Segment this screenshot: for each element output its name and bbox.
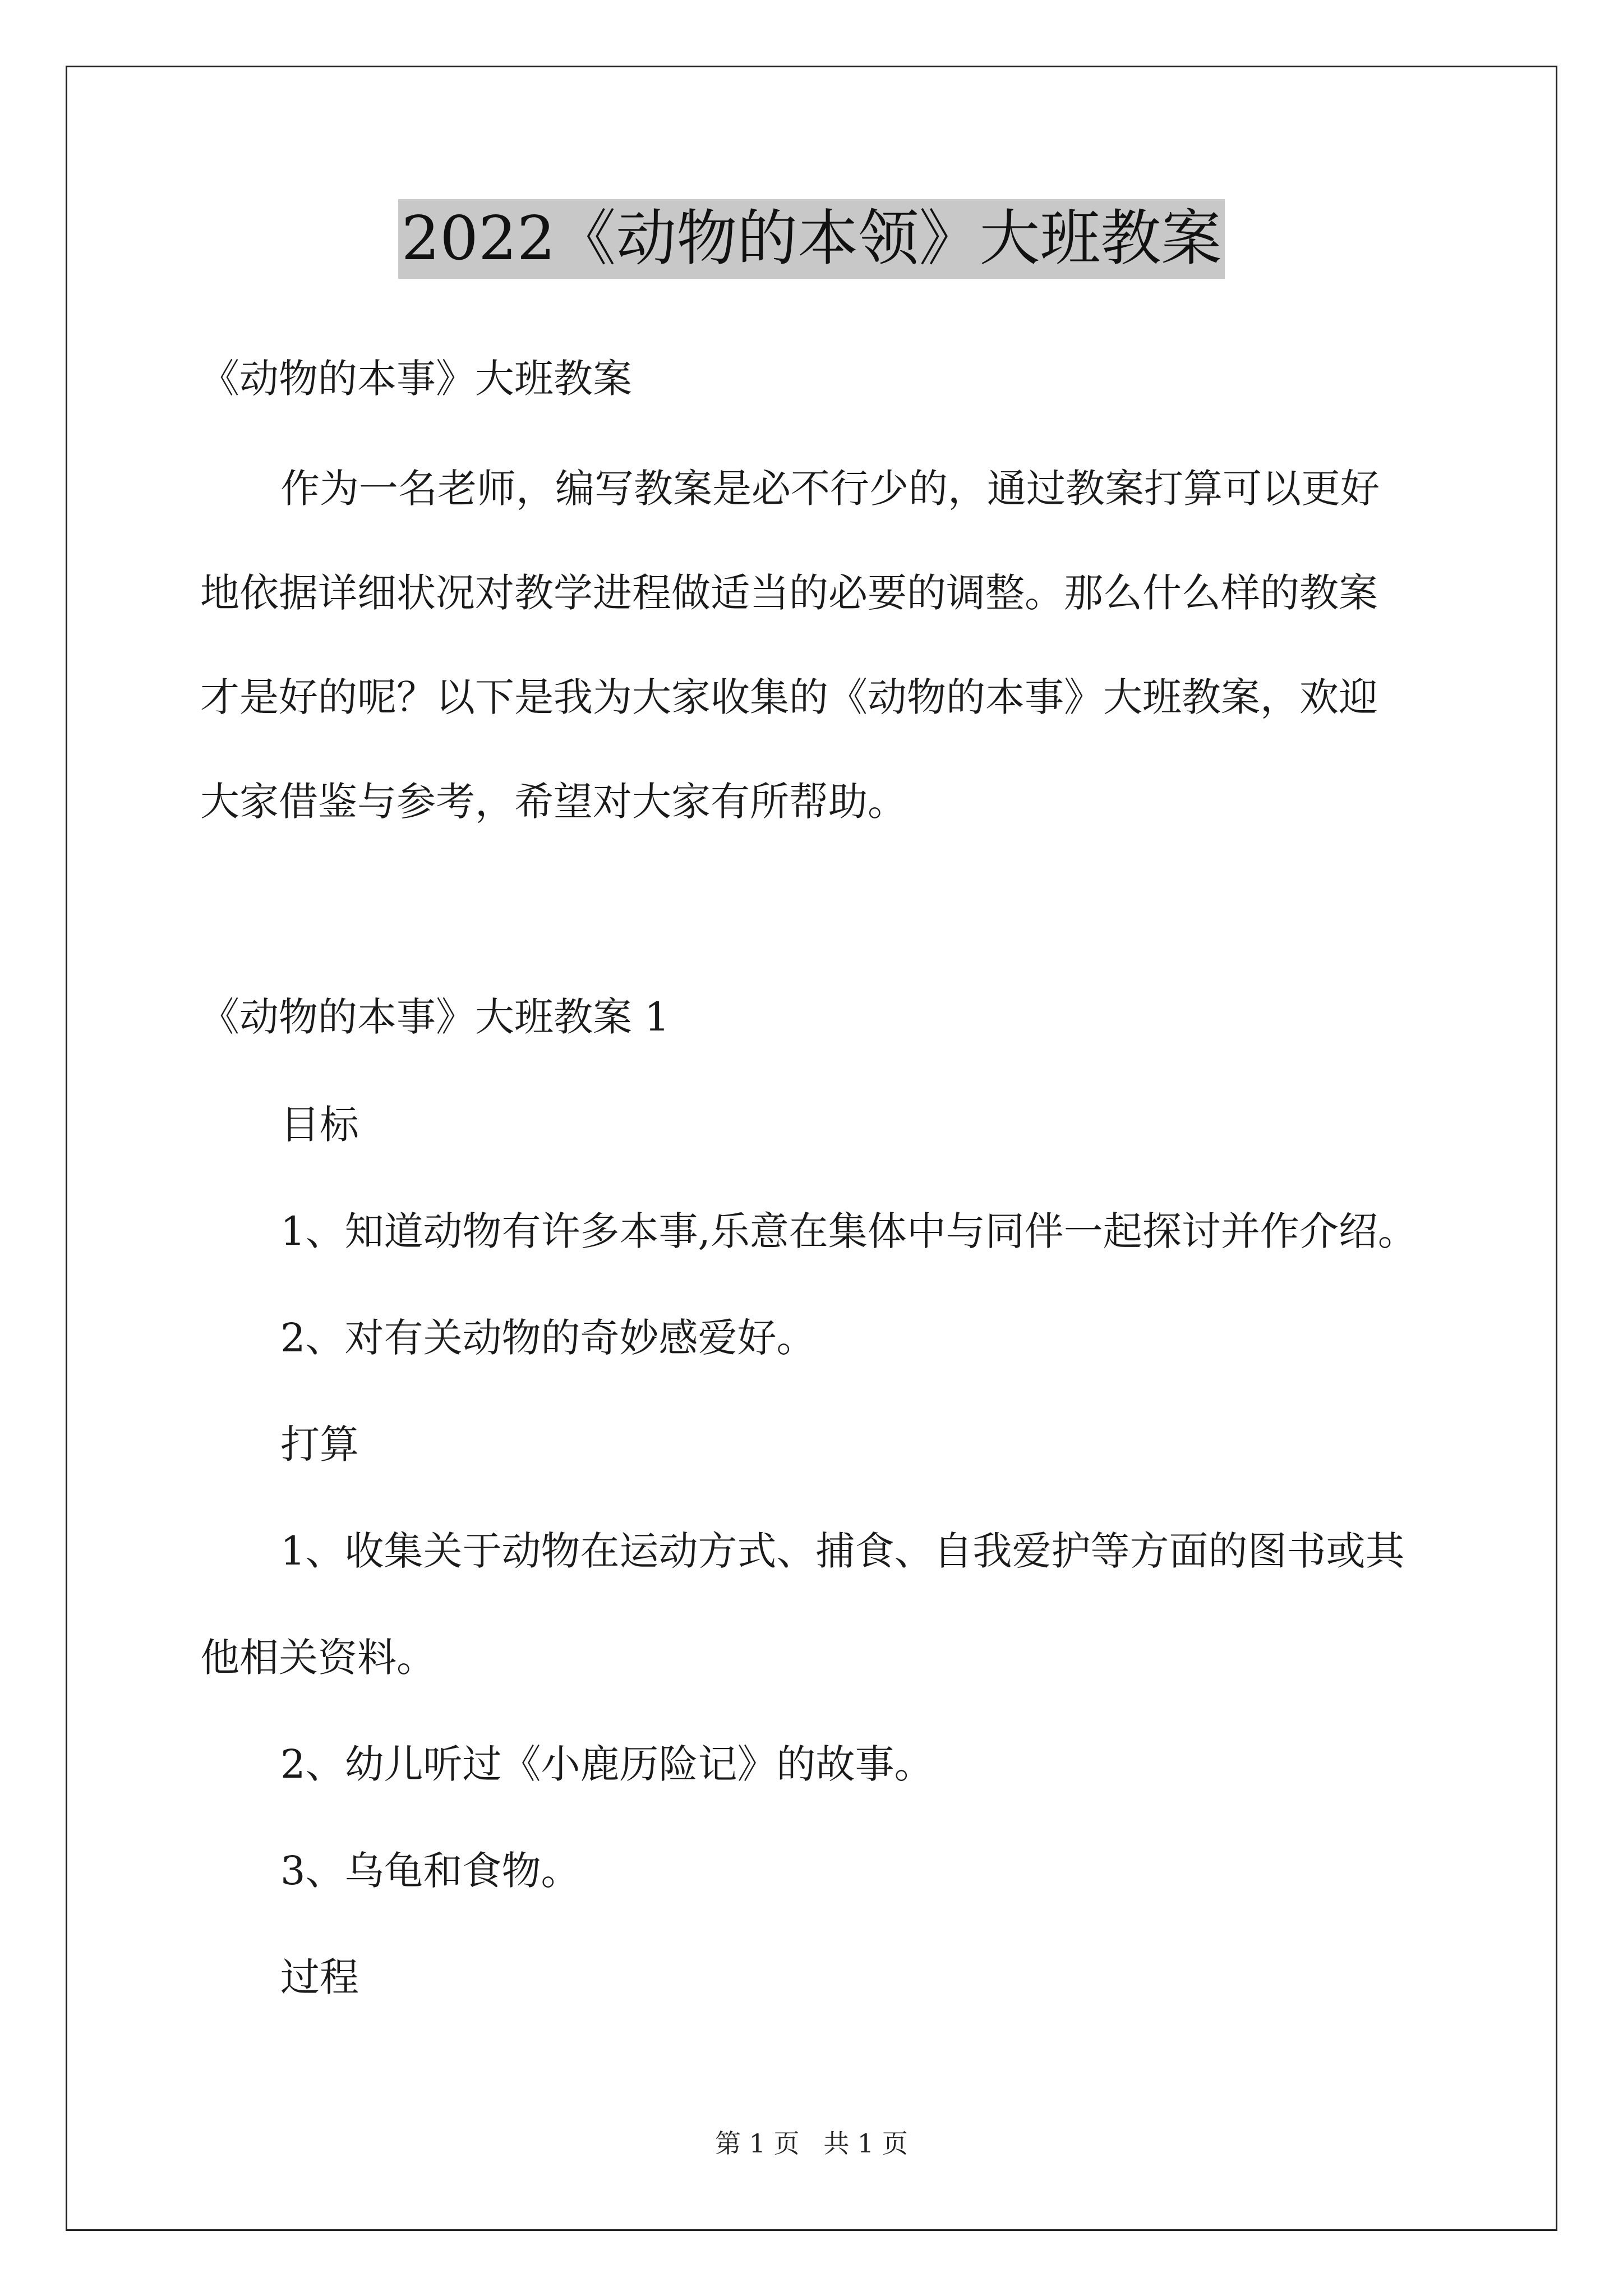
- page-number: 第 1 页: [715, 2128, 800, 2159]
- intro-line-2: 地依据详细状况对教学进程做适当的必要的调整。那么什么样的教案: [200, 570, 1378, 616]
- page-total: 共 1 页: [823, 2128, 908, 2159]
- prep-item-1-line-2: 他相关资料。: [200, 1635, 436, 1681]
- goal-heading: 目标: [280, 1102, 359, 1148]
- goal-item-2: 2、对有关动物的奇妙感爱好。: [280, 1315, 816, 1361]
- section-heading: 《动物的本事》大班教案 1: [200, 994, 670, 1040]
- intro-line-4: 大家借鉴与参考，希望对大家有所帮助。: [200, 779, 907, 825]
- prep-item-1-line-1: 1、收集关于动物在运动方式、捕食、自我爱护等方面的图书或其: [280, 1528, 1405, 1574]
- prep-item-2: 2、幼儿听过《小鹿历险记》的故事。: [280, 1741, 934, 1787]
- intro-line-3: 才是好的呢？以下是我为大家收集的《动物的本事》大班教案，欢迎: [200, 674, 1378, 720]
- goal-item-1: 1、知道动物有许多本事,乐意在集体中与同伴一起探讨并作介绍。: [280, 1208, 1417, 1254]
- document-subtitle: 《动物的本事》大班教案: [200, 356, 632, 402]
- title-container: [0, 199, 1623, 279]
- prep-heading: 打算: [280, 1421, 359, 1467]
- prep-item-3: 3、乌龟和食物。: [280, 1848, 580, 1894]
- intro-line-1: 作为一名老师，编写教案是必不行少的，通过教案打算可以更好: [280, 466, 1380, 512]
- document-title: 2022《动物的本领》大班教案: [398, 199, 1225, 279]
- process-heading: 过程: [280, 1954, 359, 2000]
- page-footer: [0, 2123, 1623, 2160]
